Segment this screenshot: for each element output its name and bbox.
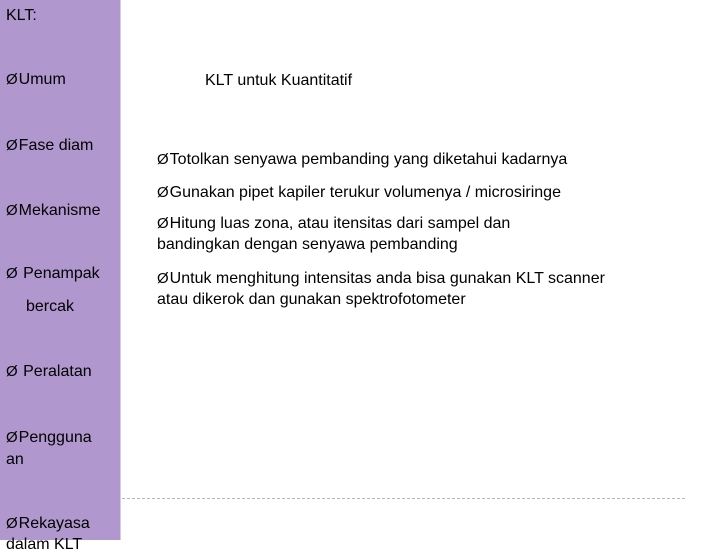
- sidebar-divider: [120, 0, 121, 540]
- sidebar-item-mekanisme: ØMekanisme: [6, 202, 101, 219]
- arrow-bullet-icon: Ø: [6, 429, 18, 446]
- arrow-bullet-icon: Ø: [157, 270, 169, 287]
- arrow-bullet-icon: Ø: [157, 151, 169, 168]
- arrow-bullet-icon: Ø: [6, 363, 18, 380]
- sidebar-item-peralatan: Ø Peralatan: [6, 363, 92, 380]
- bullet-item: ØTotolkan senyawa pembanding yang diketahui kadarnya: [157, 151, 568, 168]
- bullet-item: ØHitung luas zona, atau itensitas dari sampel dan bandingkan dengan senyawa pembanding: [157, 215, 511, 253]
- sidebar-item-rekayasa: ØRekayasa: [6, 515, 90, 532]
- arrow-bullet-icon: Ø: [6, 202, 18, 219]
- sidebar-heading: KLT:: [6, 7, 37, 24]
- bullet-item: ØGunakan pipet kapiler terukur volumenya / microsiringe: [157, 184, 561, 201]
- arrow-bullet-icon: Ø: [6, 137, 18, 154]
- footer-divider: [122, 498, 685, 499]
- sidebar-item-rekayasa-cont: dalam KLT: [6, 536, 83, 553]
- arrow-bullet-icon: Ø: [6, 265, 18, 282]
- arrow-bullet-icon: Ø: [6, 71, 18, 88]
- sidebar-item-fase-diam: ØFase diam: [6, 137, 94, 154]
- arrow-bullet-icon: Ø: [6, 515, 18, 532]
- sidebar-item-penampak-cont: bercak: [26, 298, 75, 315]
- sidebar-item-penampak: Ø Penampak: [6, 265, 100, 282]
- arrow-bullet-icon: Ø: [157, 215, 169, 232]
- sidebar-item-penggunaan: ØPengguna: [6, 429, 92, 446]
- sidebar-item-penggunaan-cont: an: [6, 451, 24, 468]
- bullet-item: ØUntuk menghitung intensitas anda bisa gunakan KLT scanner atau dikerok dan gunakan spektrofotometer: [157, 270, 605, 308]
- sidebar-item-umum: ØUmum: [6, 71, 66, 88]
- arrow-bullet-icon: Ø: [157, 184, 169, 201]
- page-title: KLT untuk Kuantitatif: [205, 72, 353, 89]
